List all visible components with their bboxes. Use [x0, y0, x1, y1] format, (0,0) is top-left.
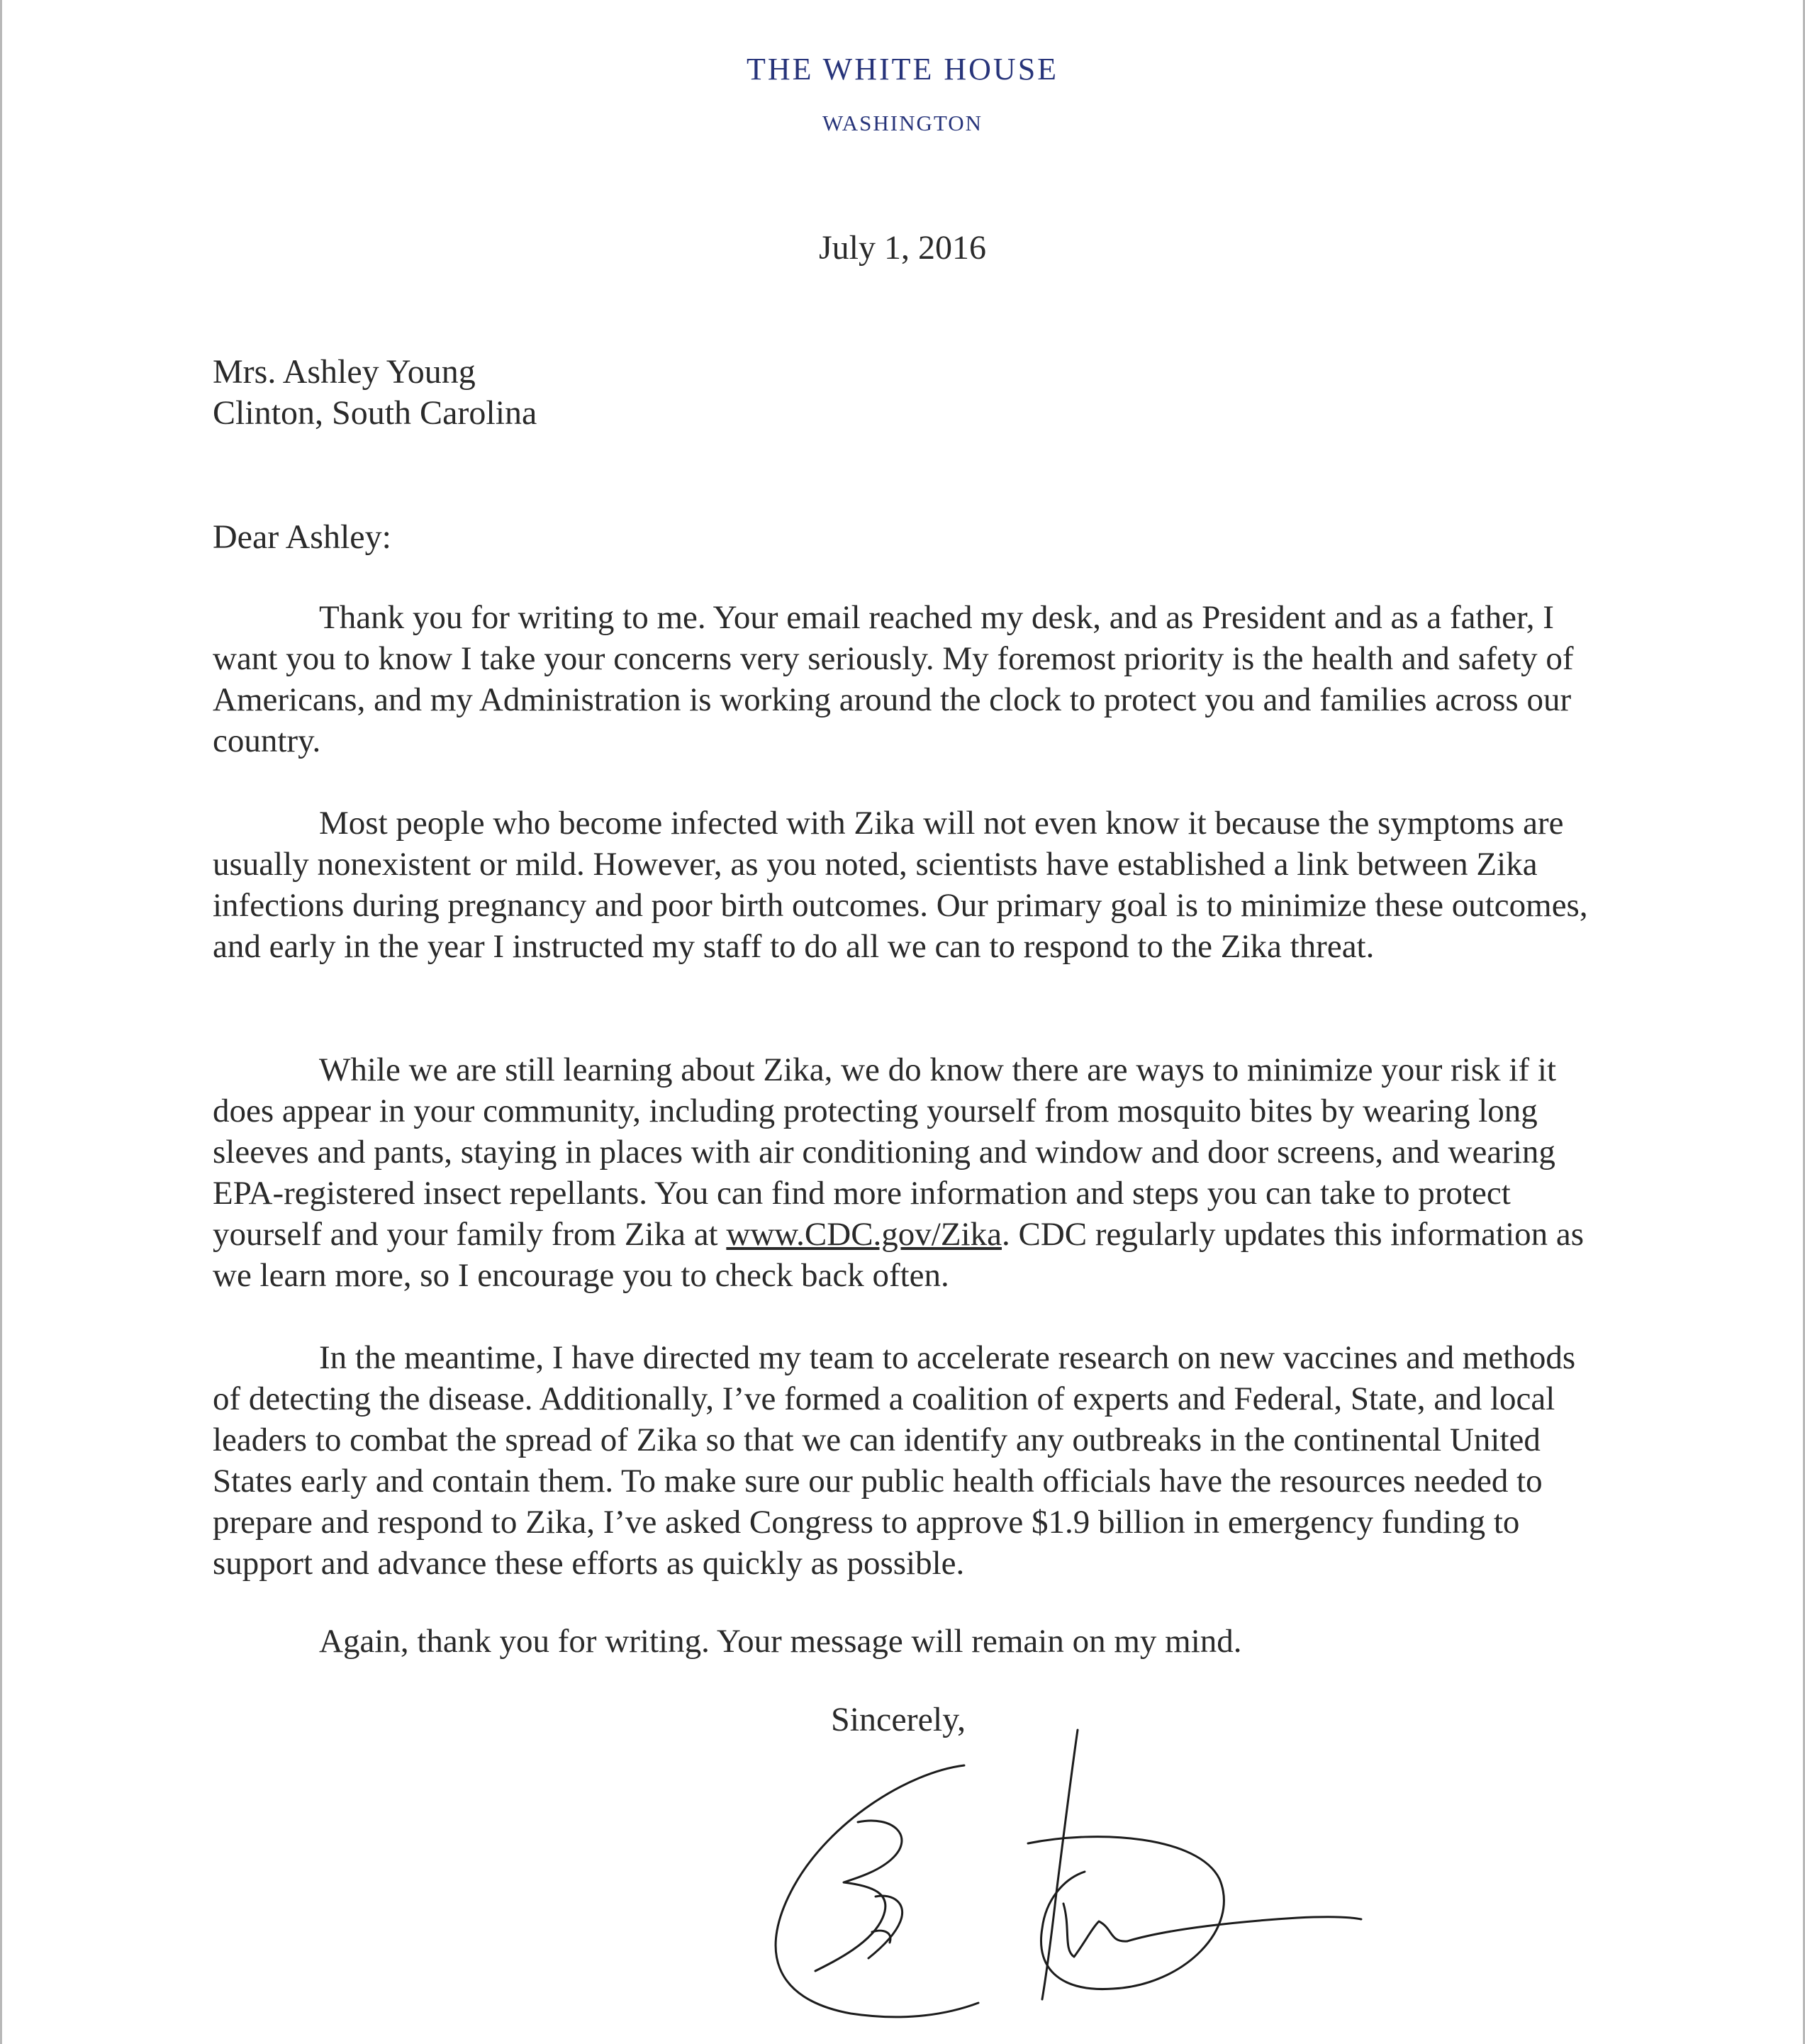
- letterhead-title: THE WHITE HOUSE: [746, 52, 1059, 86]
- paragraph-4-text: In the meantime, I have directed my team to accelerate research on new vaccines and methods of detecting the disease. Additionally, I’ve formed a coalition of experts and Federal, State, and local leaders to combat the spread of Zika so that we can identify any outbreaks in the continental United States early and contain them. To make sure our public health officials have the resources needed to prepare and respond to Zika, I’ve asked Congress to approve $1.9 billion in emergency funding to support and advance these efforts as quickly as possible.: [213, 1339, 1576, 1582]
- paragraph-5-text: Again, thank you for writing. Your message will remain on my mind.: [319, 1623, 1242, 1660]
- recipient-block: [213, 352, 537, 434]
- paragraph-5: [213, 1621, 1602, 1662]
- cdc-zika-link[interactable]: www.CDC.gov/Zika: [726, 1216, 1002, 1253]
- paragraph-2-text: Most people who become infected with Zika will not even know it because the symptoms are usually nonexistent or mild. However, as you noted, scientists have established a link between Zika infections during pregnancy and poor birth outcomes. Our primary goal is to minimize these outcomes, and early in the year I instructed my staff to do all we can to respond to the Zika threat.: [213, 805, 1588, 965]
- paragraph-3-text-a: While we are still learning about Zika, we do know there are ways to minimize your risk if it does appear in your community, including protecting yourself from mosquito bites by wearing long sleeves and pants, staying in places with air conditioning and window and door screens, and wearing EPA-registered insect repellants. You can find more information and steps you can take to protect yourself and your family from Zika at: [213, 1051, 1557, 1253]
- page-edge-left: [0, 0, 2, 2044]
- letter-date: July 1, 2016: [818, 229, 986, 267]
- paragraph-2: [213, 803, 1602, 967]
- paragraph-1: [213, 597, 1602, 761]
- letterhead-subtitle: WASHINGTON: [822, 111, 983, 135]
- recipient-name: Mrs. Ashley Young: [213, 353, 476, 391]
- recipient-location: Clinton, South Carolina: [213, 394, 537, 432]
- closing: Sincerely,: [831, 1701, 966, 1738]
- signature-image: [730, 1716, 1368, 2028]
- paragraph-4: [213, 1337, 1602, 1584]
- paragraph-3-text-b: . CDC regularly updates this information as we learn more, so I encourage you to check back often.: [213, 1216, 1585, 1294]
- paragraph-1-text: Thank you for writing to me. Your email reached my desk, and as President and as a father, I want you to know I take your concerns very seriously. My foremost priority is the health and safety of Americans, and my Administration is working around the clock to protect you and families across our country.: [213, 599, 1574, 759]
- paragraph-3: [213, 1049, 1602, 1296]
- salutation: Dear Ashley:: [213, 518, 391, 556]
